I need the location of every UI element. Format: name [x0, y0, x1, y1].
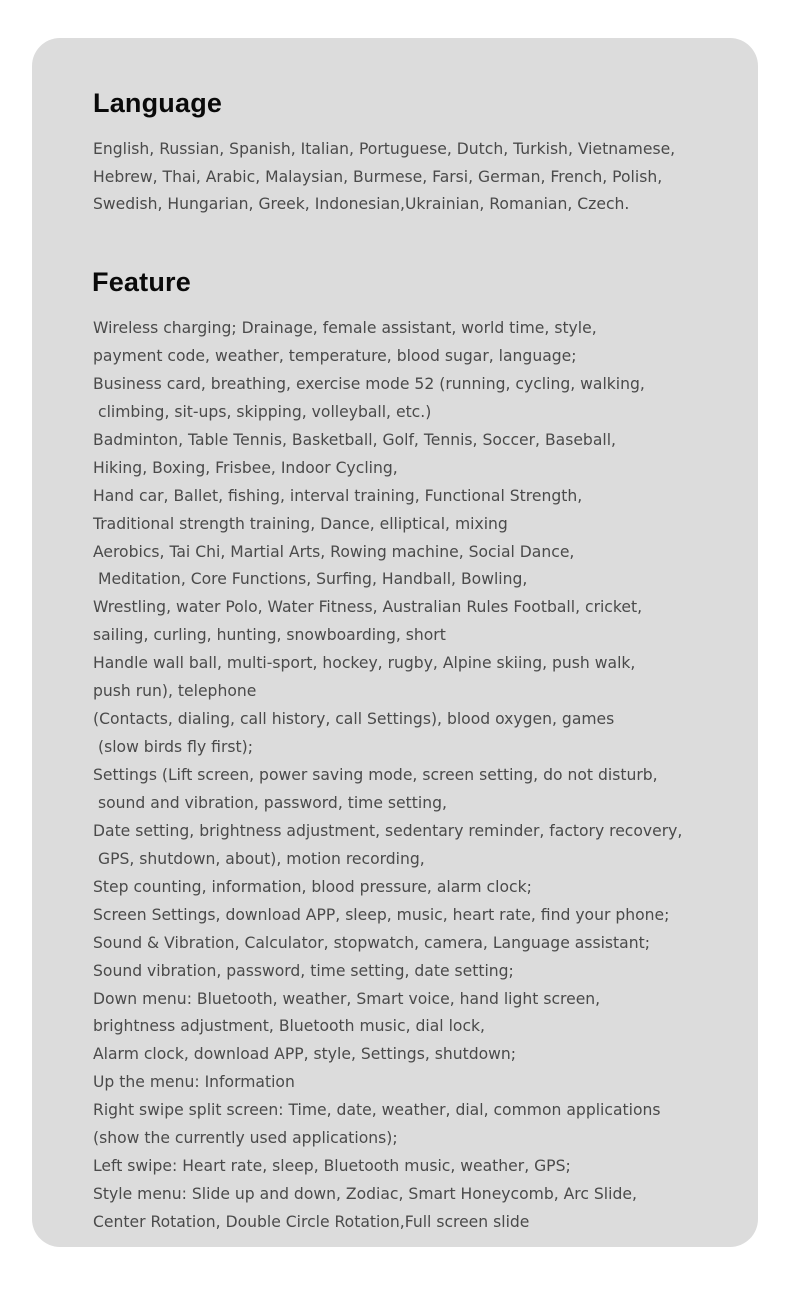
feature-line: Sound & Vibration, Calculator, stopwatch, camera, Language assistant; [93, 933, 650, 952]
feature-line: Hand car, Ballet, fishing, interval training, Functional Strength, [93, 486, 583, 505]
feature-line: brightness adjustment, Bluetooth music, dial lock, [93, 1017, 486, 1036]
language-heading: Language [93, 88, 223, 118]
feature-line: (show the currently used applications); [93, 1129, 398, 1148]
feature-line: Style menu: Slide up and down, Zodiac, Smart Honeycomb, Arc Slide, [93, 1185, 637, 1204]
language-line: Hebrew, Thai, Arabic, Malaysian, Burmese, Farsi, German, French, Polish, [93, 167, 663, 186]
feature-line: Handle wall ball, multi-sport, hockey, rugby, Alpine skiing, push walk, [93, 654, 636, 673]
feature-line: sailing, curling, hunting, snowboarding, short [93, 626, 446, 645]
feature-line: Center Rotation, Double Circle Rotation,Full screen slide [93, 1213, 530, 1231]
feature-list [93, 315, 682, 1237]
language-list [93, 136, 675, 219]
feature-line: (Contacts, dialing, call history, call Settings), blood oxygen, games [93, 710, 615, 729]
feature-heading: Feature [92, 267, 191, 297]
feature-line: payment code, weather, temperature, blood sugar, language; [93, 346, 577, 365]
feature-line: Hiking, Boxing, Frisbee, Indoor Cycling, [93, 458, 398, 477]
feature-line: Traditional strength training, Dance, elliptical, mixing [93, 514, 508, 533]
feature-line: Step counting, information, blood pressure, alarm clock; [93, 877, 532, 896]
feature-line: Date setting, brightness adjustment, sedentary reminder, factory recovery, [93, 821, 683, 840]
feature-line: Up the menu: Information [93, 1073, 295, 1092]
feature-line: Screen Settings, download APP, sleep, music, heart rate, find your phone; [93, 905, 670, 924]
feature-line: Alarm clock, download APP, style, Settings, shutdown; [93, 1045, 517, 1064]
feature-line: Meditation, Core Functions, Surfing, Handball, Bowling, [98, 570, 528, 589]
feature-line: Right swipe split screen: Time, date, weather, dial, common applications [93, 1101, 661, 1120]
feature-line: Settings (Lift screen, power saving mode, screen setting, do not disturb, [93, 766, 658, 784]
language-line: Swedish, Hungarian, Greek, Indonesian,Ukrainian, Romanian, Czech. [93, 195, 630, 213]
feature-line: Wireless charging; Drainage, female assistant, world time, style, [93, 319, 597, 337]
feature-line: Wrestling, water Polo, Water Fitness, Australian Rules Football, cricket, [93, 598, 643, 617]
feature-line: (slow birds fly first); [98, 738, 253, 757]
feature-line: Down menu: Bluetooth, weather, Smart voice, hand light screen, [93, 989, 601, 1008]
feature-line: Badminton, Table Tennis, Basketball, Golf, Tennis, Soccer, Baseball, [93, 430, 617, 449]
feature-line: push run), telephone [93, 682, 257, 701]
feature-line: Aerobics, Tai Chi, Martial Arts, Rowing machine, Social Dance, [93, 542, 575, 561]
feature-line: Sound vibration, password, time setting, date setting; [93, 961, 514, 980]
feature-line: Left swipe: Heart rate, sleep, Bluetooth music, weather, GPS; [93, 1157, 571, 1176]
feature-line: sound and vibration, password, time setting, [98, 793, 447, 812]
language-line: English, Russian, Spanish, Italian, Portuguese, Dutch, Turkish, Vietnamese, [93, 140, 676, 158]
feature-line: GPS, shutdown, about), motion recording, [98, 849, 425, 868]
feature-line: Business card, breathing, exercise mode 52 (running, cycling, walking, [93, 374, 645, 393]
feature-line: climbing, sit-ups, skipping, volleyball, etc.) [98, 402, 432, 421]
spec-card [32, 38, 758, 1247]
